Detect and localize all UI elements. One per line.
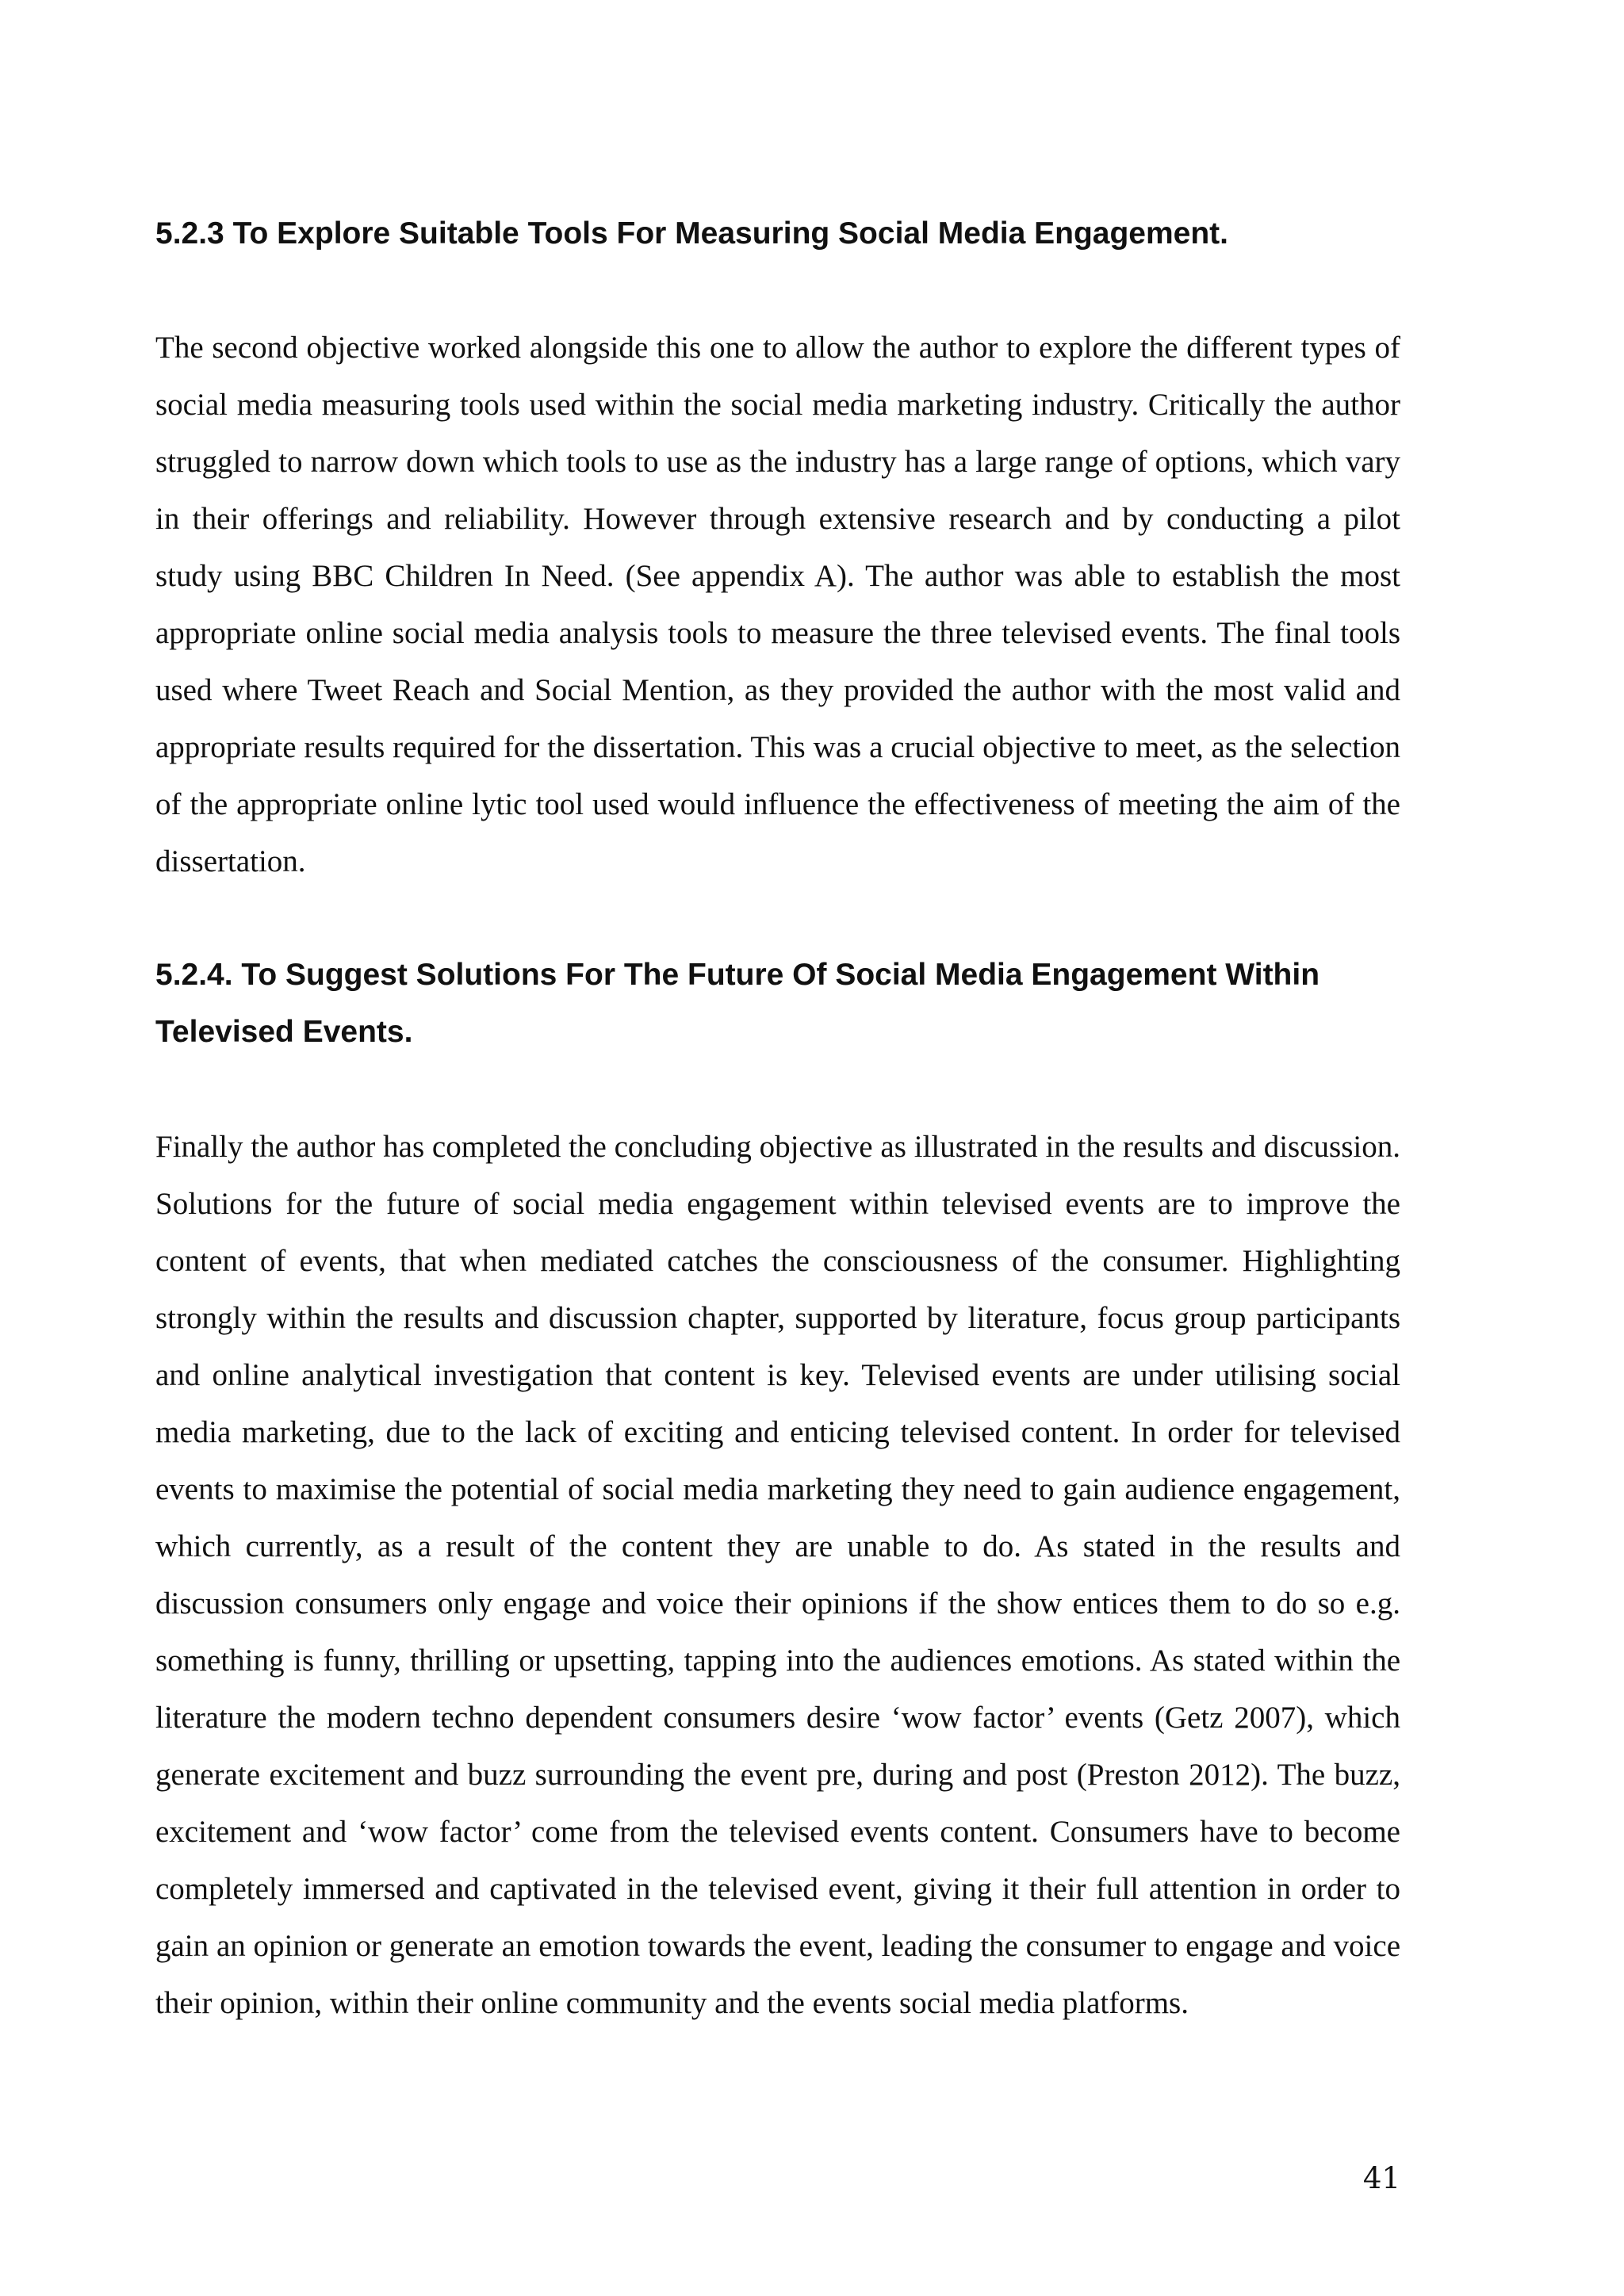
section-heading-5-2-3: 5.2.3 To Explore Suitable Tools For Measuring Social Media Engagement. bbox=[155, 216, 1229, 251]
section-heading-5-2-4: 5.2.4. To Suggest Solutions For The Future Of Social Media Engagement Within Televised Events. bbox=[155, 958, 1320, 1049]
section-body-5-2-3: The second objective worked alongside this one to allow the author to explore the different types of social media measuring tools used within the social media marketing industry. Critically the author struggled to narrow down which tools to use as the industry has a large range of options, which vary in their offerings and reliability. However through extensive research and by conducting a pilot study using BBC Children In Need. (See appendix A). The author was able to establish the most appropriate online social media analysis tools to measure the three televised events. The final tools used where Tweet Reach and Social Mention, as they provided the author with the most valid and appropriate results required for the dissertation. This was a crucial objective to meet, as the selection of the appropriate online lytic tool used would influence the effectiveness of meeting the aim of the dissertation. bbox=[155, 331, 1400, 878]
section-body-5-2-4: Finally the author has completed the concluding objective as illustrated in the results and discussion. Solutions for the future of social media engagement within televised events are to improve the content of events, that when mediated catches the consciousness of the consumer. Highlighting strongly within the results and discussion chapter, supported by literature, focus group participants and online analytical investigation that content is key. Televised events are under utilising social media marketing, due to the lack of exciting and enticing televised content. In order for televised events to maximise the potential of social media marketing they need to gain audience engagement, which currently, as a result of the content they are unable to do. As stated in the results and discussion consumers only engage and voice their opinions if the show entices them to do so e.g. something is funny, thrilling or upsetting, tapping into the audiences emotions. As stated within the literature the modern techno dependent consumers desire ‘wow factor’ events (Getz 2007), which generate excitement and buzz surrounding the event pre, during and post (Preston 2012). The buzz, excitement and ‘wow factor’ come from the televised events content. Consumers have to become completely immersed and captivated in the televised event, giving it their full attention in order to gain an opinion or generate an emotion towards the event, leading the consumer to engage and voice their opinion, within their online community and the events social media platforms. bbox=[155, 1130, 1400, 2020]
page-number: 41 bbox=[1362, 2161, 1400, 2195]
